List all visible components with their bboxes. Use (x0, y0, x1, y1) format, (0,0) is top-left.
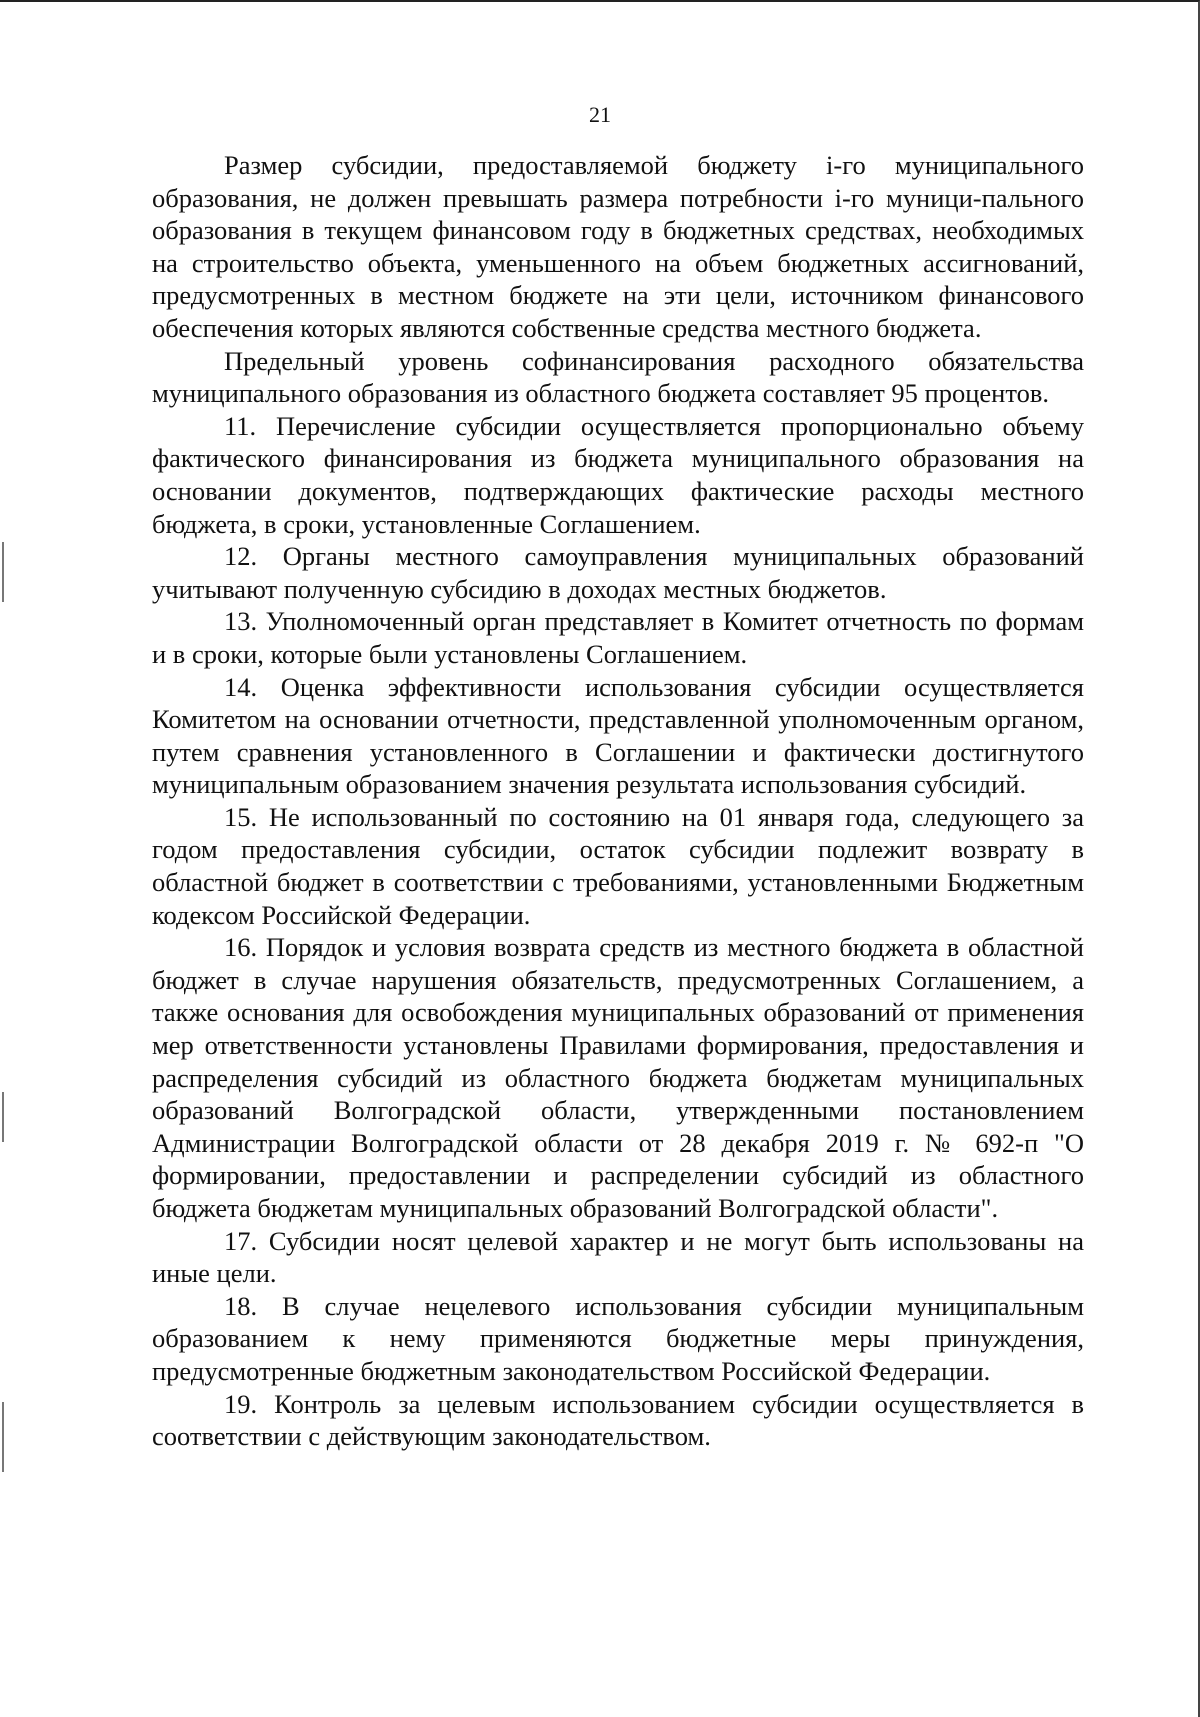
document-body (152, 149, 1084, 1453)
paragraph-item-19: 19. Контроль за целевым использованием субсидии осуществляется в соответствии с действующим законодательством. (152, 1388, 1084, 1452)
scan-edge-mark (2, 1092, 4, 1142)
scan-edge-mark (2, 542, 4, 602)
paragraph-subsidy-size: Размер субсидии, предоставляемой бюджету i-го муниципального образования, не должен превышать размера потребности i-го муници-пального образования в текущем финансовом году в бюджетных средствах, необходимых на строительство объекта, уменьшенного на объем бюджетных ассигнований, предусмотренных в местном бюджете на эти цели, источником финансового обеспечения которых являются собственные средства местного бюджета. (152, 150, 1084, 343)
paragraph-cofinancing-level: Предельный уровень софинансирования расходного обязательства муниципального образования из областного бюджета составляет 95 процентов. (152, 345, 1084, 409)
paragraph-item-16: 16. Порядок и условия возврата средств из местного бюджета в областной бюджет в случае нарушения обязательств, предусмотренных Соглашением, а также основания для освобождения муниципальных образований от применения мер ответственности установлены Правилами формирования, предоставления и распределения субсидий из областного бюджета бюджетам муниципальных образований Волгоградской области, утвержденными постановлением Администрации Волгоградской области от 28 декабря 2019 г. № 692-п "О формировании, предоставлении и распределении субсидий из областного бюджета бюджетам муниципальных образований Волгоградской области". (152, 932, 1084, 1223)
page-number: 21 (589, 102, 611, 127)
paragraph-item-12: 12. Органы местного самоуправления муниципальных образований учитывают полученную субсидию в доходах местных бюджетов. (152, 541, 1084, 604)
paragraph-item-11: 11. Перечисление субсидии осуществляется пропорционально объему фактического финансирования из бюджета муниципального образования на основании документов, подтверждающих фактические расходы местного бюджета, в сроки, установленные Соглашением. (152, 410, 1084, 539)
paragraph-item-18: 18. В случае нецелевого использования субсидии муниципальным образованием к нему применяются бюджетные меры принуждения, предусмотренные бюджетным законодательством Российской Федерации. (152, 1290, 1084, 1386)
paragraph-item-14: 14. Оценка эффективности использования субсидии осуществляется Комитетом на основании отчетности, представленной уполномоченным органом, путем сравнения установленного в Соглашении и фактически достигнутого муниципальным образованием значения результата использования субсидий. (152, 671, 1084, 800)
paragraph-item-13: 13. Уполномоченный орган представляет в Комитет отчетность по формам и в сроки, которые были установлены Соглашением. (152, 606, 1084, 669)
paragraph-item-15: 15. Не использованный по состоянию на 01 января года, следующего за годом предоставления субсидии, остаток субсидии подлежит возврату в областной бюджет в соответствии с требованиями, установленными Бюджетным кодексом Российской Федерации. (152, 801, 1084, 930)
scan-edge-mark (2, 1402, 4, 1472)
paragraph-item-17: 17. Субсидии носят целевой характер и не могут быть использованы на иные цели. (152, 1225, 1084, 1289)
